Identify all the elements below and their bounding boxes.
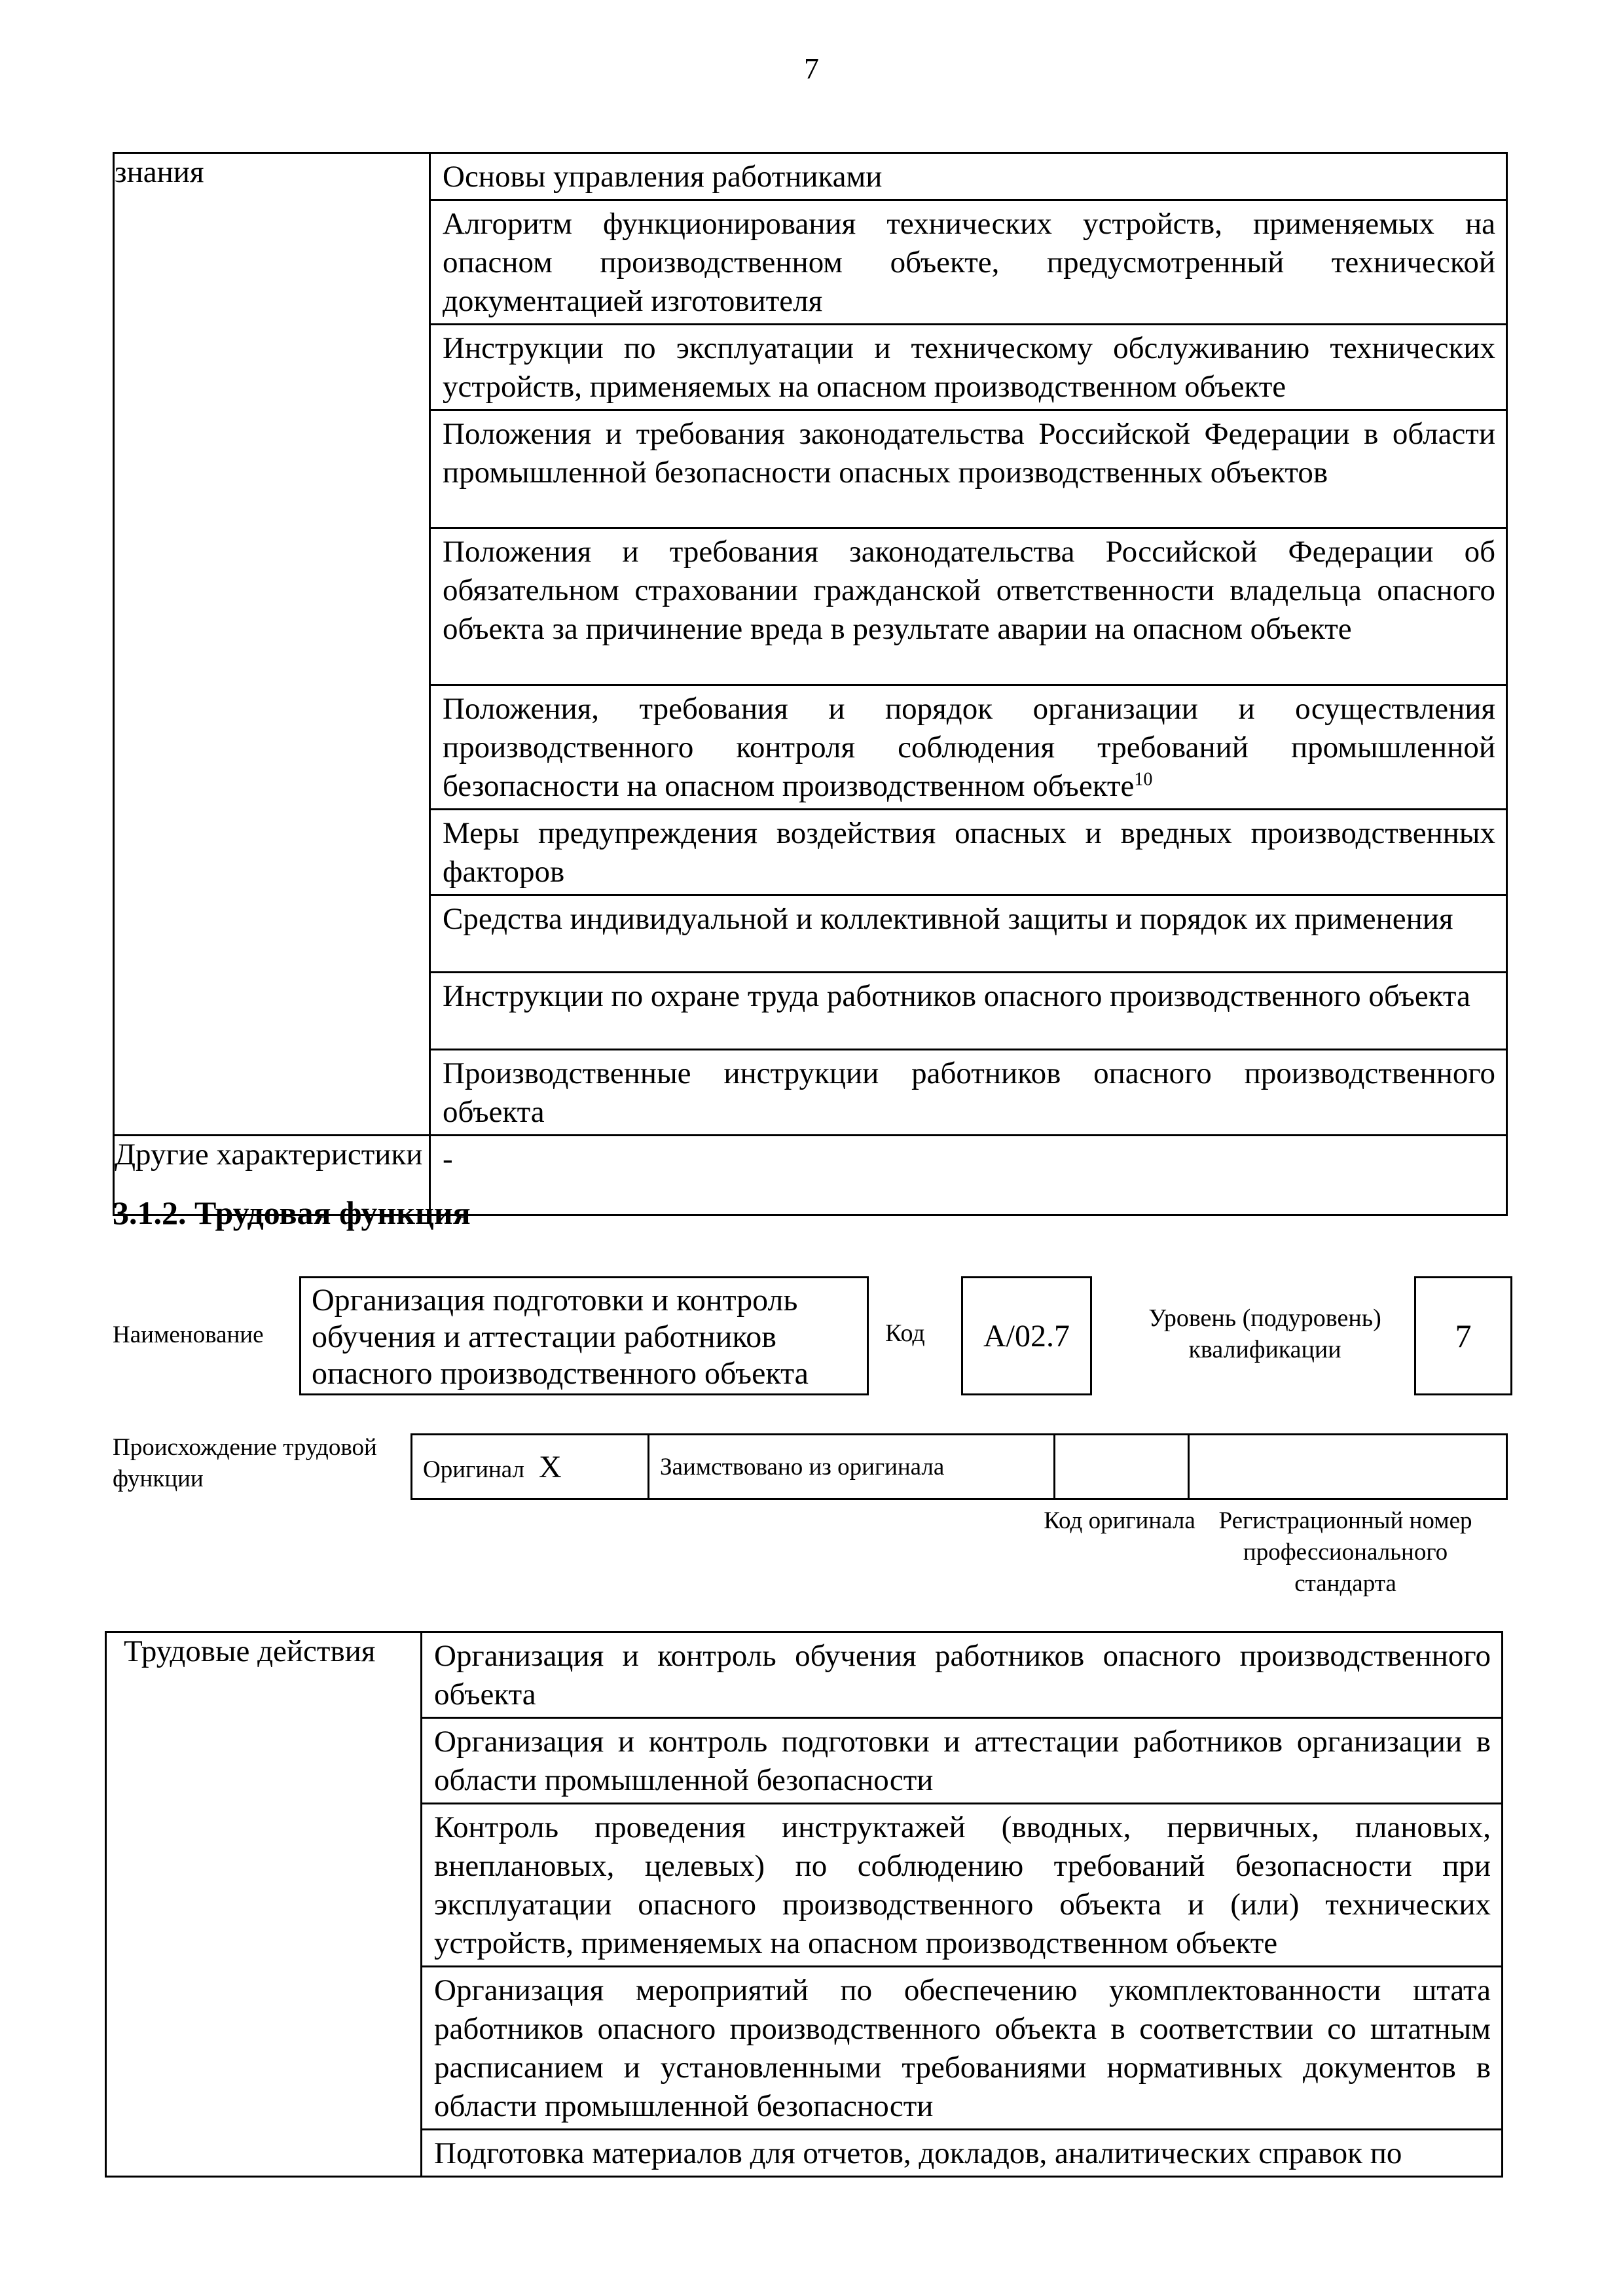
- knowledge-item: Основы управления работниками: [430, 153, 1507, 200]
- labor-action-item: Организация и контроль подготовки и аттестации работников организации в области промышленной безопасности: [422, 1718, 1503, 1804]
- qualification-level-label: Уровень (подуровень) квалификации: [1148, 1304, 1381, 1363]
- origin-original-cell: Оригинал X: [412, 1435, 649, 1499]
- origin-borrowed-cell: Заимствовано из оригинала: [649, 1435, 1055, 1499]
- other-characteristics-label: Другие характеристики: [114, 1136, 430, 1215]
- origin-table: [410, 1433, 1508, 1500]
- knowledge-item: Меры предупреждения воздействия опасных и вредных производственных факторов: [430, 810, 1507, 895]
- code-label: Код: [885, 1319, 925, 1347]
- knowledge-item: Алгоритм функционирования технических устройств, применяемых на опасном производственном объекте, предусмотренный технической документацией изготовителя: [430, 200, 1507, 325]
- registration-number-caption: Регистрационный номер профессионального стандарта: [1218, 1507, 1472, 1597]
- registration-number-cell: [1189, 1435, 1507, 1499]
- footnote-marker: 10: [1134, 769, 1153, 790]
- knowledge-item: Положения, требования и порядок организации и осуществления производственного контроля соблюдения требований промышленной безопасности на опасном производственном объекте$^{10}$: [430, 685, 1507, 810]
- knowledge-item: Инструкции по охране труда работников опасного производственного объекта: [430, 973, 1507, 1050]
- knowledge-item: Положения и требования законодательства Российской Федерации об обязательном страховании гражданской ответственности владельца опасного объекта за причинение вреда в результате аварии на опасном объекте: [430, 528, 1507, 685]
- knowledge-item: Инструкции по эксплуатации и техническому обслуживанию технических устройств, применяемых на опасном производственном объекте: [430, 325, 1507, 410]
- qualification-level-box: 7: [1414, 1276, 1512, 1395]
- labor-action-item: Организация мероприятий по обеспечению укомплектованности штата работников опасного производственного объекта в соответствии со штатным расписанием и установленными требованиями нормативных документов в области промышленной безопасности: [422, 1967, 1503, 2130]
- name-label: Наименование: [113, 1321, 264, 1348]
- knowledge-item: Производственные инструкции работников опасного производственного объекта: [430, 1050, 1507, 1136]
- code-box: A/02.7: [961, 1276, 1092, 1395]
- labor-action-item: Контроль проведения инструктажей (вводных, первичных, плановых, внеплановых, целевых) по соблюдению требований безопасности при эксплуатации опасного производственного объекта и (или) технических устройств, применяемых на опасном производственном объекте: [422, 1804, 1503, 1967]
- knowledge-item: Средства индивидуальной и коллективной защиты и порядок их применения: [430, 895, 1507, 973]
- original-code-cell: [1055, 1435, 1189, 1499]
- knowledge-item: Положения и требования законодательства Российской Федерации в области промышленной безопасности опасных производственных объектов: [430, 410, 1507, 528]
- knowledge-label: знания: [114, 153, 430, 1136]
- knowledge-table: [113, 152, 1508, 1216]
- labor-action-item: Организация и контроль обучения работников опасного производственного объекта: [422, 1632, 1503, 1718]
- labor-action-item: Подготовка материалов для отчетов, докладов, аналитических справок по: [422, 2130, 1503, 2177]
- labor-actions-label: Трудовые действия: [106, 1632, 422, 2177]
- origin-mark: X: [539, 1449, 562, 1484]
- origin-label: Происхождение трудовой функции: [113, 1434, 377, 1492]
- function-name-box: Организация подготовки и контроль обучения и аттестации работников опасного производственного объекта: [299, 1276, 869, 1395]
- labor-actions-table: [105, 1631, 1503, 2178]
- original-code-caption: Код оригинала: [1044, 1507, 1195, 1534]
- page-number: 7: [804, 52, 819, 85]
- other-characteristics-value: -: [430, 1136, 1507, 1215]
- section-heading: 3.1.2. Трудовая функция: [113, 1194, 471, 1231]
